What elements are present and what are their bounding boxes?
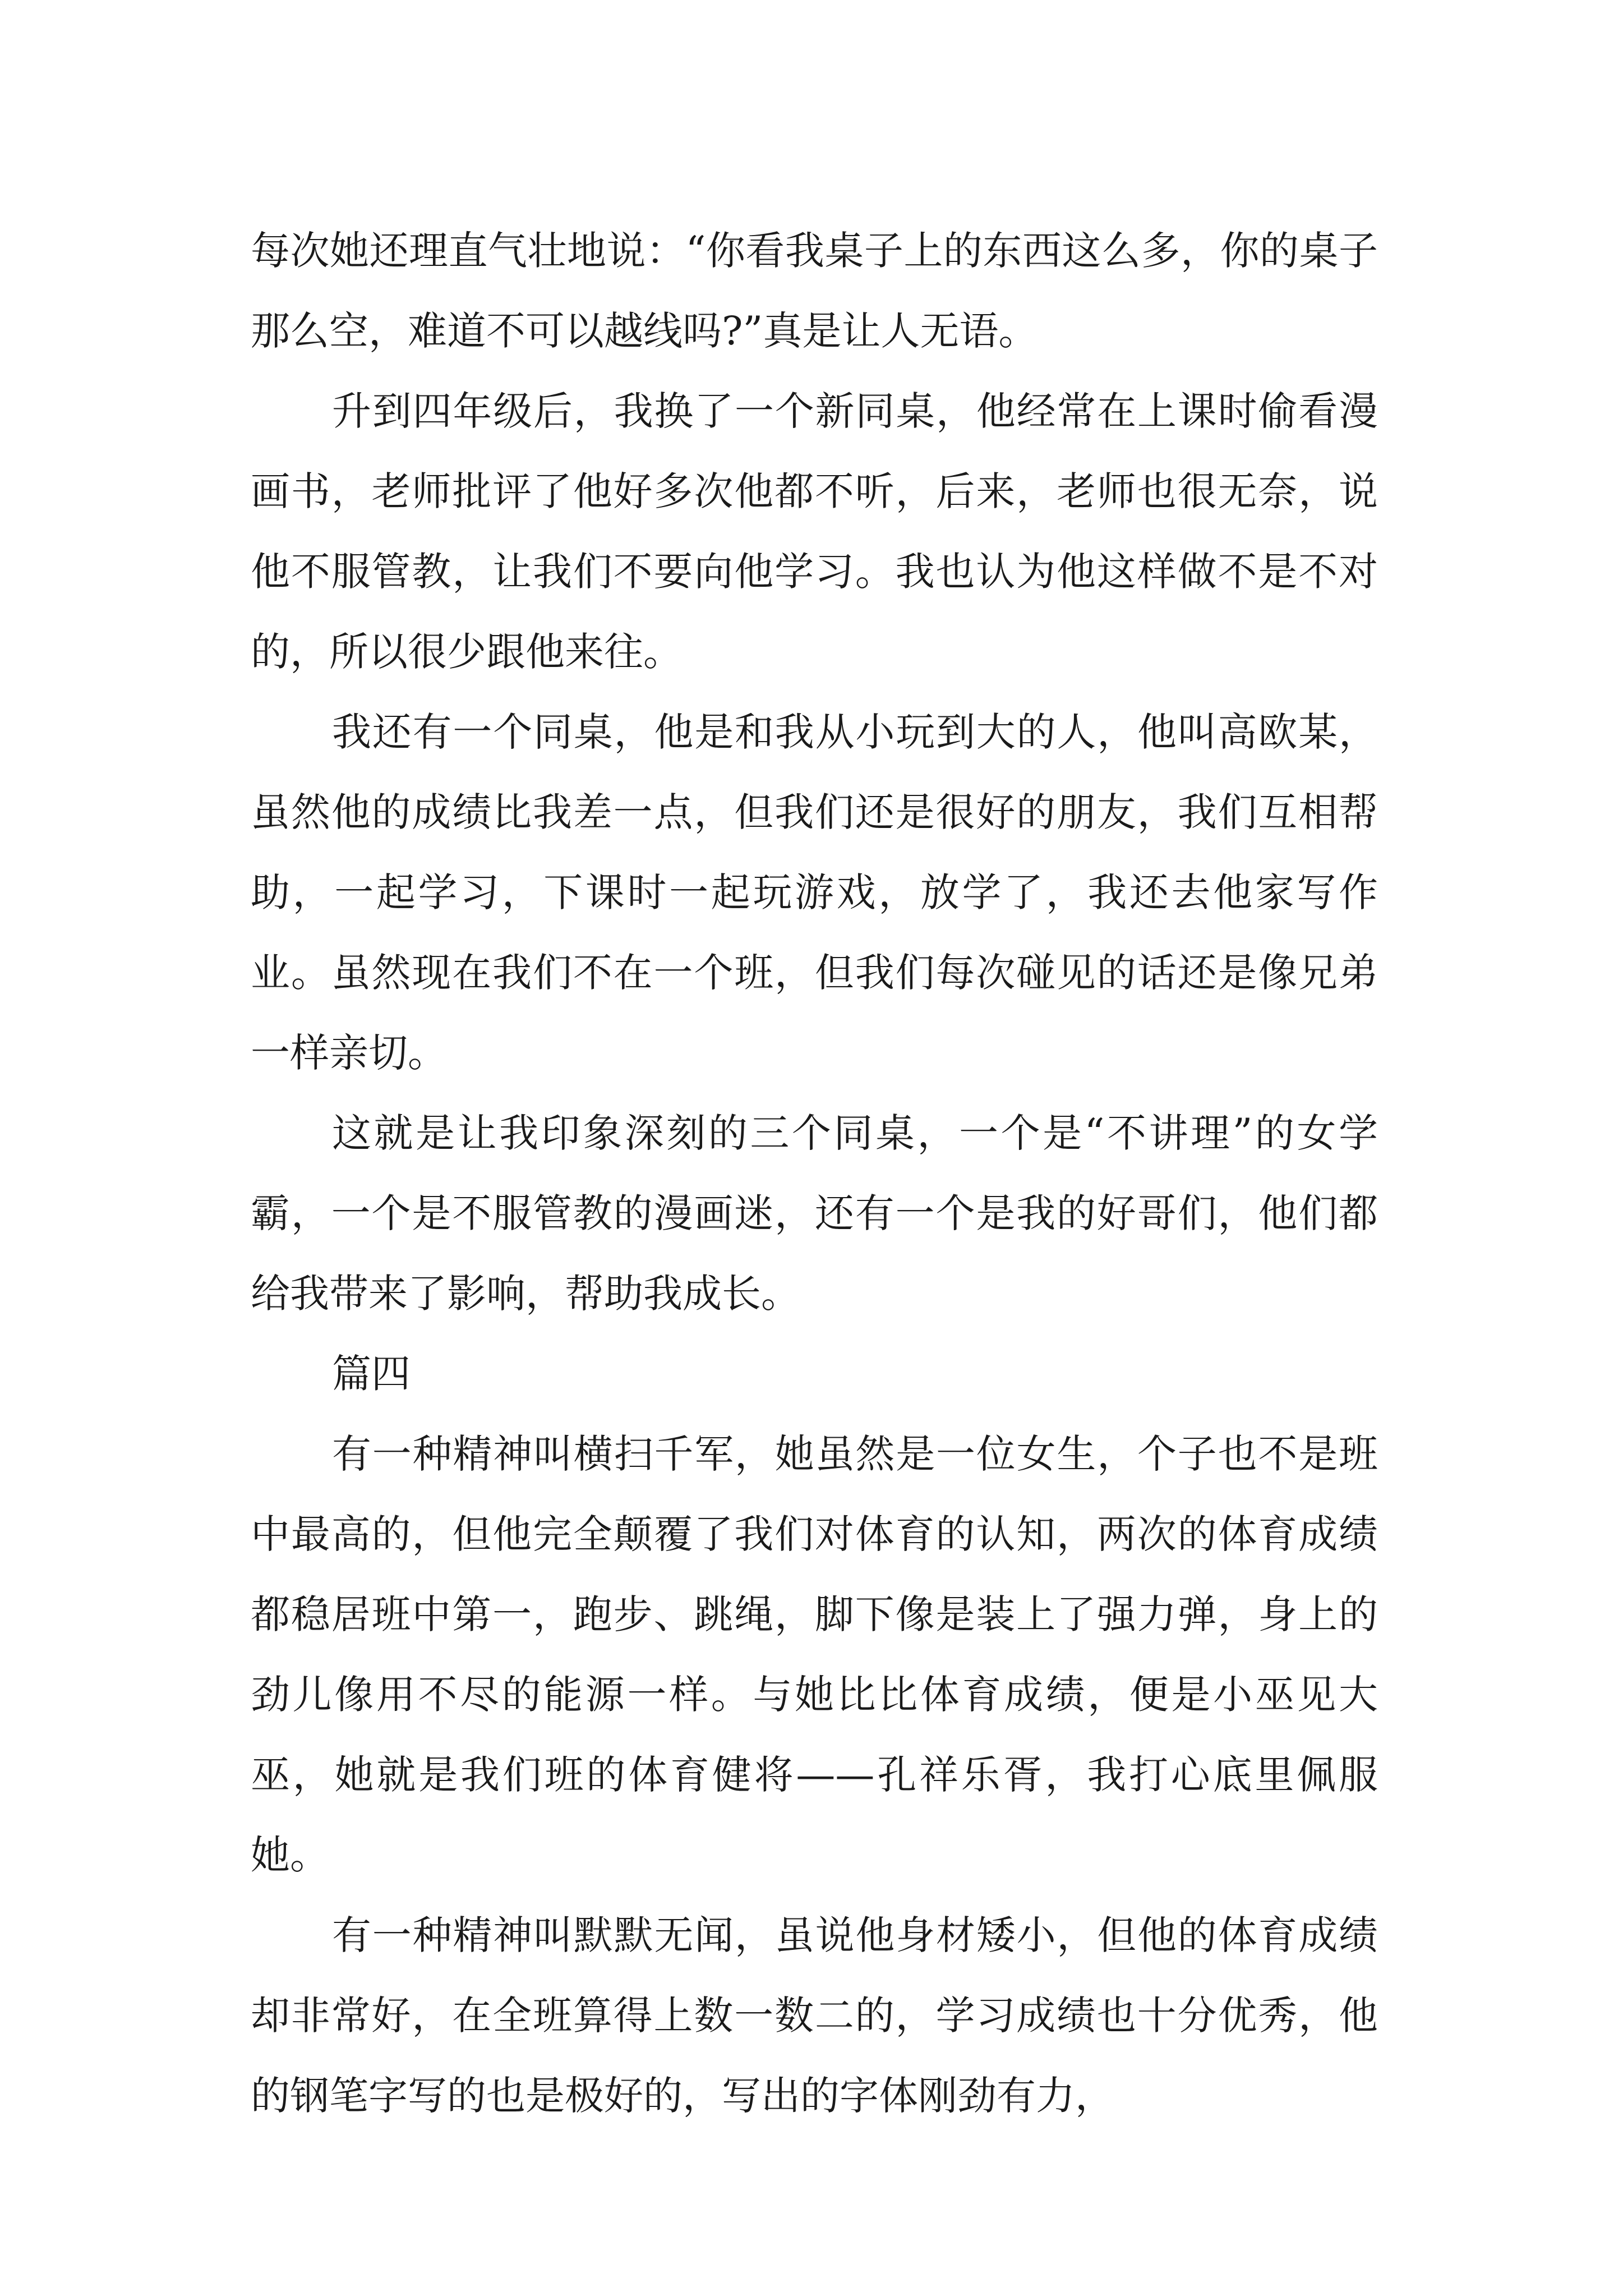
paragraph-6: 有一种精神叫默默无闻，虽说他身材矮小，但他的体育成绩却非常好，在全班算得上数一数二的，学习成绩也十分优秀，他的钢笔字写的也是极好的，写出的字体刚劲有力， [251, 1912, 1378, 2119]
paragraph-2: 升到四年级后，我换了一个新同桌，他经常在上课时偷看漫画书，老师批评了他好多次他都不听，后来，老师也很无奈，说他不服管教，让我们不要向他学习。我也认为他这样做不是不对的，所以很少跟他来往。 [251, 388, 1378, 675]
paragraph-5: 有一种精神叫横扫千军，她虽然是一位女生，个子也不是班中最高的，但他完全颠覆了我们对体育的认知，两次的体育成绩都稳居班中第一，跑步、跳绳，脚下像是装上了强力弹，身上的劲儿像用不尽的能源一样。与她比比体育成绩，便是小巫见大巫，她就是我们班的体育健将——孔祥乐胥，我打心底里佩服她。 [251, 1431, 1378, 1878]
section-heading: 篇四 [332, 1351, 411, 1397]
paragraph-4: 这就是让我印象深刻的三个同桌，一个是“不讲理”的女学霸，一个是不服管教的漫画迷，还有一个是我的好哥们，他们都给我带来了影响，帮助我成长。 [251, 1110, 1378, 1317]
paragraph-3: 我还有一个同桌，他是和我从小玩到大的人，他叫高欧某，虽然他的成绩比我差一点，但我们还是很好的朋友，我们互相帮助，一起学习，下课时一起玩游戏，放学了，我还去他家写作业。虽然现在我们不在一个班，但我们每次碰见的话还是像兄弟一样亲切。 [251, 709, 1378, 1076]
document-page [251, 211, 1378, 2136]
paragraph-1: 每次她还理直气壮地说：“你看我桌子上的东西这么多，你的桌子那么空，难道不可以越线吗?”真是让人无语。 [251, 228, 1378, 354]
